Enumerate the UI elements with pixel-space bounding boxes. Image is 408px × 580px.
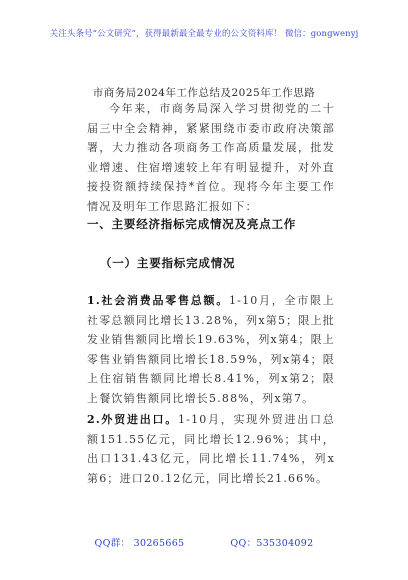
document-title: 市商务局2024年工作总结及2025年工作思路	[92, 87, 316, 99]
intro-paragraph: 今年来，市商务局深入学习贯彻党的二十届三中全会精神，紧紧围绕市委市政府决策部署，大力推动各项商务工作高质量发展，批发业增速、住宿增速较上年有明显提升，对外直接投资额持续保持*首位。现将今年主要工作情况及明年工作思路汇报如下：	[87, 102, 335, 213]
retail-sales-paragraph	[87, 291, 335, 408]
footer-contacts	[0, 535, 408, 549]
header-notice: 关注头条号“公文研究”，获得最新最全最专业的公文资料库！ 微信：gongwenyj	[49, 29, 359, 39]
retail-sales-lead: 1.社会消费品零售总额。	[87, 294, 229, 307]
retail-sales-text: 1-10月，全市限上社零总额同比增长13.28%，列x第5；限上批发业销售额同比增长19.63%，列x第4；限上零售业销售额同比增长18.59%，列x第4；限上住宿销售额同比增长8.41%，列x第2；限上餐饮销售额同比增长5.88%，列x第7。	[87, 294, 335, 405]
section-heading: 一、主要经济指标完成情况及亮点工作	[87, 217, 297, 231]
footer-qq-group: QQ群： 30265665	[94, 538, 185, 549]
foreign-trade-text: 1-10月，实现外贸进出口总额151.55亿元，同比增长12.96%；其中，出口131.43亿元，同比增长11.74%，列x第6；进口20.12亿元，同比增长21.66%。	[87, 413, 335, 485]
footer-qq-number: QQ：535304092	[230, 538, 314, 549]
foreign-trade-lead: 2.外贸进出口。	[87, 413, 178, 426]
foreign-trade-paragraph	[87, 410, 335, 488]
subsection-heading: （一）主要指标完成情况	[100, 256, 236, 270]
